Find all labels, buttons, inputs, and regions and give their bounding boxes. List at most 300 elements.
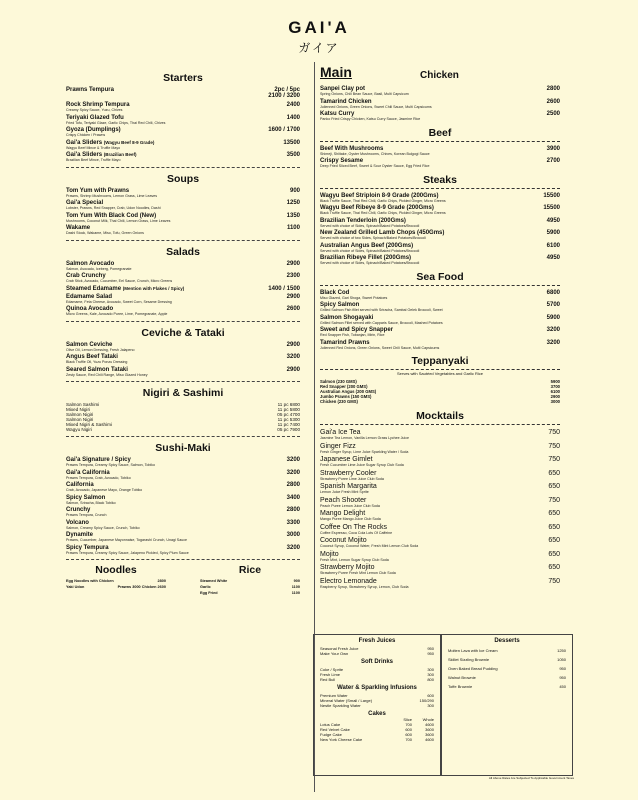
item-desc: Spring Onions, Chili Bean Sauce, Basil, Multi Capsicum: [320, 92, 409, 96]
item-desc: Prawns Tempura, Crunch: [66, 513, 107, 517]
menu-item: [320, 483, 560, 495]
noodles-list: [66, 579, 166, 589]
item-price: 2300: [286, 273, 300, 279]
item-name: Spicy Salmon: [66, 494, 106, 501]
item-desc: Salmon, Sriracha, Black Tobiko: [66, 500, 116, 505]
cake-slice-price: 600: [405, 732, 412, 737]
menu-item: [66, 200, 300, 211]
item-price: 1400 / 1500: [268, 285, 300, 292]
item-name: Mojito: [320, 550, 339, 558]
menu-item: [66, 354, 300, 365]
item-price: 05 pc 4700: [277, 412, 300, 417]
menu-item: [66, 585, 166, 589]
item-price: 2900: [286, 341, 300, 348]
cake-whole-price: 3600: [425, 727, 434, 732]
item-name: Gai'a California: [66, 469, 110, 476]
item-desc: Olive Oil, Lemon Dressing, Fresh Jalapeno: [66, 347, 135, 352]
menu-item: [66, 188, 300, 199]
row-name: Red Bull: [320, 677, 336, 682]
cakes-title: Cakes: [368, 711, 386, 717]
item-price: 1600 / 1700: [268, 127, 300, 133]
item-desc: Grilled Salmon Fish fillet served with Sriracha, Sambal Oelek Broccoli, Sweet: [320, 308, 443, 312]
item-name: Gai'a Sliders (Brazilian Beef): [66, 152, 137, 158]
row-price: 2900: [550, 394, 560, 399]
item-price: 2500: [546, 111, 560, 117]
item-name: Salmon Nigiri: [66, 417, 94, 422]
item-price: 750: [548, 577, 560, 585]
water-list: [314, 693, 440, 708]
menu-item: [66, 273, 300, 284]
item-desc: Red Snapper Fish, Tobanjan, Mirin, Rice: [320, 333, 385, 337]
item-price: 1100: [286, 225, 300, 231]
row-name: Coke / Sprite: [320, 667, 344, 672]
item-name-suffix: (Mention with Flakes / Spicy): [122, 285, 185, 291]
item-name: Salmon Sashimi: [66, 402, 100, 407]
item-price: 2900: [286, 293, 300, 300]
menu-item: [320, 443, 560, 455]
sushi-list: [66, 457, 300, 555]
item-name: Tom Yum With Black Cod (New): [66, 212, 157, 219]
item-desc: Crispy Chicken / Prawns: [66, 133, 106, 137]
salads-list: [66, 261, 300, 317]
item-price: 650: [548, 483, 560, 490]
soft-drinks-title: Soft Drinks: [360, 659, 393, 665]
item-price: 750: [548, 442, 560, 450]
row-price: 3700: [550, 384, 560, 389]
item-name: Spicy Salmon: [320, 302, 360, 308]
row-name: Salmon (230 GMS): [320, 379, 357, 384]
row-name: Jumbo Prawns (150 GMS): [320, 394, 372, 399]
row-name: Molten Lava with Ice Cream: [448, 648, 498, 653]
item-price: 11 pc 5300: [277, 417, 300, 422]
item-name: Brazilian Tenderloin (200Gms): [320, 217, 406, 224]
row-price: 300: [427, 667, 434, 672]
menu-item: [320, 327, 560, 338]
item-desc: Mushrooms, Coconut Milk, Thai Chili, Lemon Grass, Lime Leaves: [66, 218, 171, 223]
menu-item: [320, 86, 560, 97]
item-desc: Served with choice of Sides, Spinach/Baked Potatoes/Broccoli: [320, 223, 420, 228]
noodles-title: Noodles: [95, 564, 137, 576]
row-price: 950: [427, 651, 434, 656]
item-name: Angus Beef Tataki: [66, 354, 118, 360]
item-price: 650: [548, 469, 560, 477]
menu-row: [442, 684, 572, 693]
menu-item: [320, 551, 560, 563]
item-price: 11 pc 5800: [277, 407, 300, 412]
cake-row: [314, 737, 440, 742]
divider: [66, 381, 300, 382]
item-price: 5900: [546, 230, 560, 236]
menu-item: [320, 524, 560, 536]
row-name: Mineral Water (Small / Large): [320, 698, 373, 703]
menu-item: [66, 427, 300, 432]
cakes-slice-head: Slice: [403, 717, 412, 722]
item-desc: Lobster, Prawns, Red Snapper, Crab, Udon Noodles, Dashi: [66, 206, 161, 210]
right-column: [320, 86, 560, 591]
divider: [66, 167, 300, 168]
menu-item: [66, 127, 300, 138]
cake-slice-price: 700: [405, 722, 412, 727]
row-name: Nestle Sparkling Water: [320, 703, 361, 708]
item-desc: Prawns Tempura, Crab, Avocado, Tobiko: [66, 475, 131, 480]
row-price: 300: [427, 672, 434, 677]
item-desc: Fresh Cucumber Lime Juice Sugar Syrup Club Soda: [320, 463, 404, 467]
item-price: 3200: [286, 457, 300, 463]
row-price: 150/290: [419, 698, 434, 703]
menu-item: [66, 579, 166, 583]
item-name: Crab Crunchy: [66, 273, 106, 279]
menu-item: [320, 243, 560, 254]
main-title: Main: [320, 64, 352, 80]
item-name: Strawberry Mojito: [320, 564, 375, 571]
menu-row: [442, 666, 572, 675]
item-price: 1100: [291, 585, 300, 589]
item-price: 650: [548, 564, 560, 571]
item-price: 3200: [286, 354, 300, 360]
item-price: 2600: [546, 98, 560, 105]
row-name: Chicken (230 GMS): [320, 399, 358, 404]
item-desc: Prawns, Cucumber, Japanese Mayonnaise, Togarashi Crunch, Unagi Sauce: [66, 538, 187, 542]
teppanyaki-list: [320, 379, 560, 404]
item-price: Prawns 3000 Chicken 2600: [117, 585, 166, 589]
item-desc: Grilled Salmon Fillet served with Capparis Sauce, Broccoli, Mashed Potatoes: [320, 320, 443, 325]
row-name: Seasonal Fresh Juice: [320, 646, 359, 651]
row-price: 6100: [550, 389, 560, 394]
item-desc: Miso Glazed, Gari Shoga, Sweet Potatoes: [320, 295, 388, 300]
menu-item: [320, 510, 560, 522]
item-price: 5900: [546, 314, 560, 321]
steaks-title: Steaks: [320, 174, 560, 189]
mocktails-title: Mocktails: [320, 410, 560, 425]
item-price: 2800: [286, 482, 300, 488]
item-price: 3300: [286, 519, 300, 526]
sashimi-list: [66, 402, 300, 432]
chicken-title: Chicken: [420, 70, 459, 81]
menu-item: [320, 429, 560, 441]
menu-item: [66, 140, 300, 151]
item-name: Teriyaki Glazed Tofu: [66, 114, 124, 121]
menu-row: [442, 675, 572, 684]
menu-item: [66, 261, 300, 272]
menu-item: [320, 255, 560, 266]
item-name: Sweet and Spicy Snapper: [320, 327, 394, 333]
menu-row: [314, 677, 440, 682]
item-price: 4950: [546, 217, 560, 224]
item-price: 2400: [286, 102, 300, 108]
cake-name: Red Velvet Cake: [320, 727, 350, 732]
item-price: 2700: [546, 158, 560, 164]
item-desc: Salmon, Avocado, Iceberg, Pomegranate: [66, 266, 132, 271]
item-price: 2600: [286, 306, 300, 312]
menu-item: [66, 367, 300, 378]
item-price: 2pc / 5pc 2100 / 3200: [268, 87, 300, 99]
menu-item: [66, 306, 300, 317]
item-desc: Prawns Tempura, Creamy Spicy Sauce, Jalapeno Pickled, Spicy Plum Sauce: [66, 550, 189, 555]
item-name: Mango Delight: [320, 510, 366, 517]
item-price: 650: [548, 537, 560, 544]
left-column: [66, 66, 300, 604]
row-name: Red Snapper (200 GMS): [320, 384, 368, 389]
item-name: Gai'a Sliders (Wagyu Beef 8-9 Grade): [66, 139, 155, 146]
item-name: Quinoa Avocado: [66, 306, 114, 312]
item-price: 3000: [286, 532, 300, 538]
menu-item: [66, 470, 300, 481]
brand-name: GAI'A: [288, 18, 350, 37]
row-price: 3000: [550, 399, 560, 404]
item-desc: Crab, Avocado, Japanese Mayo, Orange Tobiko: [66, 488, 143, 492]
menu-item: [66, 102, 300, 113]
item-desc: Coffee Espresso, Coca Cola Lots Of Caffeine: [320, 530, 393, 535]
water-title: Water & Sparkling Infusions: [337, 685, 417, 691]
row-price: 950: [559, 666, 566, 671]
item-price: 3400: [286, 494, 300, 501]
menu-row: [442, 657, 572, 666]
item-price: 15500: [543, 205, 560, 211]
menu-item: [320, 205, 560, 216]
menu-item: [66, 457, 300, 468]
item-name: Electro Lemonade: [320, 577, 377, 585]
item-price: 650: [548, 510, 560, 517]
menu-item: [320, 470, 560, 482]
item-name: Sanpei Clay pot: [320, 86, 366, 92]
item-desc: Black Truffle Sauce, Thai Red Chili, Garlic Chips, Pickled Ginger, Micro Greens: [320, 198, 446, 203]
item-name: Australian Angus Beef (200Gms): [320, 242, 414, 249]
menu-item: [320, 111, 560, 122]
seafood-title: Sea Food: [320, 271, 560, 286]
menu-item: [320, 146, 560, 157]
row-price: 1250: [557, 648, 566, 653]
item-price: 3200: [286, 469, 300, 476]
item-desc: Brazilian Beef Mince, Truffle Mayo: [66, 158, 121, 162]
cake-name: New York Cheese Cake: [320, 737, 363, 742]
item-name: Gai'a Signature / Spicy: [66, 457, 131, 463]
item-desc: Peach Puree Lemon Juice Club Soda: [320, 503, 380, 508]
menu-item: [320, 218, 560, 229]
item-price: 15500: [543, 192, 560, 199]
item-desc: Served with choice of Sides, Spinach/Baked Potatoes/Broccoli: [320, 248, 420, 253]
item-name: Egg Fried: [200, 591, 218, 595]
menu-item: [320, 230, 560, 241]
item-name: New Zealand Grilled Lamb Chops (450Gms): [320, 230, 445, 236]
item-price: 11 pc 7400: [277, 422, 300, 427]
juices-title: Fresh Juices: [358, 638, 396, 644]
row-name: Make Your Own: [320, 651, 349, 656]
item-name: Salmon Avocado: [66, 260, 115, 267]
cakes-list: [314, 722, 440, 742]
item-name: Steamed White: [200, 579, 228, 583]
row-price: 5900: [550, 379, 560, 384]
item-price: 2800: [157, 579, 166, 583]
item-name: Katsu Curry: [320, 111, 355, 117]
item-desc: Micro Greens, Kale, Avocado Puree, Lime, Pomegranate, Apple: [66, 312, 168, 316]
item-desc: Edamame, Feta Cheese, Avocado, Sweet Corn, Sesame Dressing: [66, 299, 172, 304]
item-desc: Jasmine Tea Lemon, Vanilla Lemon Grass Lychee Juice: [320, 436, 410, 440]
row-name: Toffe Brownie: [448, 684, 473, 689]
menu-item: [320, 456, 560, 468]
tax-footnote: All Above Rates Are Subjected To Applicable Government Taxes: [488, 776, 574, 780]
desserts-title: Desserts: [494, 638, 520, 644]
item-price: 5700: [546, 302, 560, 308]
item-name: Wagyu Nigiri: [66, 427, 92, 432]
salads-title: Salads: [166, 245, 200, 258]
menu-item: [320, 302, 560, 313]
item-name: Tamarind Chicken: [320, 98, 372, 105]
item-price: 3500: [286, 152, 300, 158]
item-name: Ginger Fizz: [320, 442, 356, 450]
row-price: 1050: [557, 657, 566, 662]
item-name: Mixed Nigiri & Sashimi: [66, 422, 112, 427]
item-name: Wakame: [66, 225, 91, 231]
menu-item: [320, 497, 560, 509]
rice-title: Rice: [238, 564, 262, 576]
ceviche-title: Ceviche & Tataki: [141, 326, 225, 339]
cake-slice-price: 700: [405, 737, 412, 742]
item-desc: Julienned Red Onions, Green Onions, Sweet Chili Sauce, Multi Capsicums: [320, 345, 440, 350]
item-desc: Served with choice of two Sides, Spinach/Baked Potatoes/Broccoli: [320, 236, 426, 240]
seafood-list: [320, 290, 560, 351]
menu-item: [66, 87, 300, 100]
starters-list: [66, 87, 300, 163]
menu-item: [66, 507, 300, 518]
item-desc: Strawberry Puree Lime Juice Club Soda: [320, 476, 384, 481]
item-price: 1400: [286, 114, 300, 121]
item-price: 900: [293, 579, 300, 583]
item-desc: Served with choice of Sides, Spinach/Baked Potatoes/Broccoli: [320, 261, 420, 265]
menu-item: [66, 495, 300, 506]
item-name: Edamame Salad: [66, 293, 113, 300]
desserts-list: [442, 648, 572, 693]
item-price: 650: [548, 523, 560, 531]
item-price: 2800: [286, 507, 300, 513]
item-name: Salmon Ceviche: [66, 341, 113, 348]
item-price: 13500: [283, 139, 300, 146]
item-desc: Prawns Tempura, Creamy Spicy Sauce, Salmon, Tobiko: [66, 463, 155, 467]
item-name: Beef With Mushrooms: [320, 145, 384, 152]
menu-item: [66, 115, 300, 126]
item-desc: Fresh Ginger Syrup, Lime Juice Sparkling Water / Soda: [320, 449, 409, 454]
divider: [66, 321, 300, 322]
item-price: 750: [548, 496, 560, 504]
item-desc: Julienned Onions, Green Onions, Sweet Chili Sauce, Multi Capsicums: [320, 104, 432, 109]
row-name: Oven Baked Bread Pudding: [448, 666, 498, 671]
item-price: 2900: [286, 260, 300, 267]
drinks-box: [313, 634, 441, 776]
menu-row: [314, 703, 440, 708]
item-name-suffix: (Wagyu Beef 8-9 Grade): [103, 139, 155, 145]
logo: [0, 18, 638, 56]
item-desc: Lemon Juice Fresh Mint Sprite: [320, 490, 369, 494]
row-price: 950: [427, 646, 434, 651]
rice-block: [200, 564, 300, 597]
item-name: Dynamite: [66, 532, 94, 538]
item-desc: Fried Tofu, Teriyaki Glaze, Garlic Chips, Thai Red Chili, Chives: [66, 120, 166, 125]
item-desc: Dashi Stock, Wakame, Miso, Tofu, Green Onions: [66, 231, 144, 235]
cake-whole-price: 3600: [425, 732, 434, 737]
item-name: Mixed Nigiri: [66, 407, 90, 412]
item-price: 750: [548, 429, 560, 436]
cake-name: Fudge Cake: [320, 732, 342, 737]
item-name: Spanish Margarita: [320, 483, 377, 490]
menu-item: [66, 152, 300, 163]
item-name: Garlic: [200, 585, 211, 589]
cake-whole-price: 4600: [425, 737, 434, 742]
menu-item: [320, 537, 560, 549]
item-name: Gai'a Special: [66, 200, 104, 206]
item-name: Black Cod: [320, 289, 350, 296]
item-price: 3200: [286, 544, 300, 551]
item-name: Gyoza (Dumplings): [66, 127, 121, 133]
item-desc: Raspberry Syrup, Strawberry Syrup, Lemon, Club Soda: [320, 584, 409, 589]
item-price: 1250: [286, 200, 300, 206]
item-desc: Prawns, Shrimp Mushrooms, Lemon Grass, Lime Leaves: [66, 193, 158, 198]
item-price: 4950: [546, 255, 560, 261]
item-desc: Panko Fried Crispy Chicken, Katsu Curry Sauce, Jasmine Rice: [320, 117, 421, 121]
item-name: Crispy Sesame: [320, 158, 364, 164]
menu-item: [66, 520, 300, 531]
beef-list: [320, 146, 560, 169]
item-desc: Black Truffle Oil, Yuzu Ponzu Dressing: [66, 360, 128, 364]
row-name: Fresh Lime: [320, 672, 341, 677]
cake-slice-price: 600: [405, 727, 412, 732]
sushi-title: Sushi-Maki: [155, 442, 211, 454]
item-price: 1350: [286, 212, 300, 219]
menu-item: [66, 545, 300, 556]
item-price: 900: [289, 187, 300, 194]
ceviche-list: [66, 342, 300, 378]
item-name: Coconut Mojito: [320, 537, 367, 544]
menu-item: [200, 591, 300, 595]
item-name: Prawns Tempura: [66, 87, 114, 93]
item-price: 1100: [291, 591, 300, 595]
noodles-block: [66, 564, 166, 591]
item-price: 3900: [546, 145, 560, 152]
juices-list: [314, 646, 440, 656]
item-desc: Coconut Syrup, Coconut Water, Fresh Mint Lemon Club Soda: [320, 544, 419, 548]
item-name: Tamarind Prawns: [320, 339, 370, 346]
row-name: Premium Water: [320, 693, 348, 698]
item-desc: Fresh Mint, Lemon Sugar Syrup Club Soda: [320, 557, 389, 562]
menu-item: [66, 225, 300, 236]
soups-title: Soups: [166, 172, 200, 185]
menu-item: [66, 213, 300, 224]
item-name: Strawberry Cooler: [320, 469, 377, 477]
item-price: 750: [548, 456, 560, 463]
menu-row: [442, 648, 572, 657]
item-name: Peach Shooter: [320, 496, 367, 504]
chicken-list: [320, 86, 560, 122]
item-name: Salmon Shogayaki: [320, 314, 374, 321]
item-desc: Zesty Sauce, Red Chili Range, Miso Glazed Honey: [66, 372, 148, 377]
item-price: 6800: [546, 289, 560, 296]
item-name: Salmon Nigiri: [66, 412, 94, 417]
divider: [66, 240, 300, 241]
cakes-whole-head: Whole: [422, 717, 434, 722]
row-name: Skillet Sizzling Brownie: [448, 657, 490, 662]
sashimi-title: Nigiri & Sashimi: [142, 387, 224, 399]
item-name: Gai'a Ice Tea: [320, 429, 361, 436]
item-price: 3200: [546, 339, 560, 346]
divider: [66, 436, 300, 437]
menu-item: [66, 294, 300, 305]
item-price: 6100: [546, 242, 560, 249]
item-name: Brazilian Ribeye Fillet (200Gms): [320, 255, 412, 261]
beef-title: Beef: [320, 127, 560, 142]
item-price: 650: [548, 550, 560, 558]
menu-item: [320, 578, 560, 590]
item-name: California: [66, 482, 94, 488]
menu-item: [200, 585, 300, 589]
item-price: 3200: [546, 327, 560, 333]
